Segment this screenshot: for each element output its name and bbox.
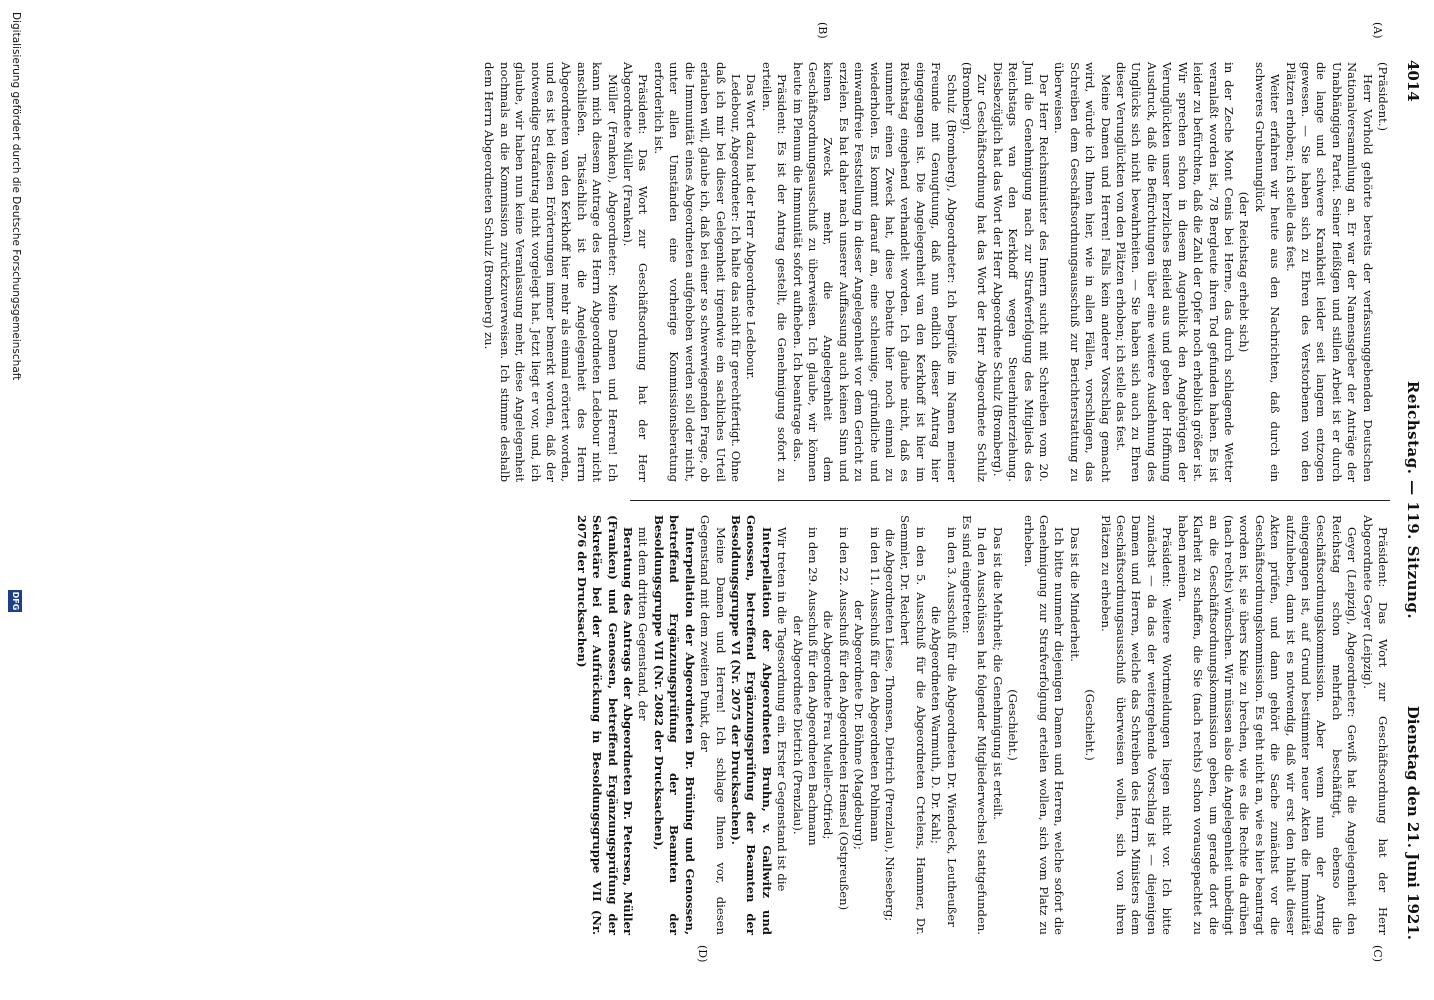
paragraph: Beratung des Antrags der Abgeordneten Dr. Petersen, Müller (Franken) und Genossen, betreffend Ergänzungsprüfung der Sekretäre bei der Aufrückung in Besoldungsgruppe VII (Nr. 2076 der Drucksachen) [574,515,636,935]
paragraph: (der Reichstag erhebt sich) [1237,191,1252,353]
page-header [1400,60,1426,940]
paragraph: mit dem dritten Gegenstand, der [636,527,651,721]
paragraph: (Geschieht.) [1006,689,1021,761]
paragraph: Das Wort dazu hat der Herr Abgeordnete Ledebour. [744,74,759,380]
column-divider [630,500,1390,501]
footer-text: Digitalisierung gefördert durch die Deutsche Forschungsgemeinschaft [10,12,22,381]
paragraph: Zur Geschäftsordnung hat das Wort der Herr Abgeordnete Schulz (Bromberg). [960,62,990,482]
paragraph: Herr Vorhold gehörte bereits der verfassunggebenden Deutschen Nationalversammlung an. Er war der Namensgeber der Anträge der Unabhängigen Partei. Seiner fleißigen und stillen Arbeit ist er durch die lange und schwere Krankheit leider seit langem entzogen gewesen. — Sie haben sich zu Ehren des Verstorbenen von den Plätzen erhoben; ich stelle das fest. [1283,62,1375,482]
paragraph: Präsident: Das Wort zur Geschäftsordnung hat der Herr Abgeordnete Müller (Franken). [621,62,651,482]
footer [4,0,24,1000]
paragraph: in den 22. Ausschuß für den Abgeordneten Hemsel (Ostpreußen) [836,527,851,911]
margin-marker-d: (D) [696,945,709,963]
paragraph: In den Ausschüssen hat folgender Mitgliederwechsel stattgefunden. Es sind eingetreten: [960,515,990,935]
paragraph: Müller (Franken), Abgeordneter: Meine Damen und Herren! Ich kann mich diesem Antrage des Herrn Abgeordneten Ledebour nicht anschließen. Tatsächlich ist die Angelegenheit des Herrn Abgeordneten van den Kerkhoff hier mehr als einmal erörtert worden, und es ist bei diesen Erörterungen immer bemerkt worden, daß der notwendige Strafantrag nicht vorgelegt hat. Jetzt liegt er vor, und, ich glaube, wir haben nun keine Veranlassung mehr, diese Angelegenheit nochmals an die Kommission zurückzuverweisen. Ich stimme deshalb dem Herrn Abgeordneten Schulz (Bromberg) zu. [482,62,620,482]
paragraph: Meine Damen und Herren! Falls kein anderer Vorschlag gemacht wird, würde ich Ihnen hier, wie in allen Fällen, vorschlagen, das Schreiben dem Geschäftsordnungsausschuß zur Berichterstattung zu überweisen. [1052,62,1113,482]
dfg-logo-icon: DFG [8,590,22,612]
paragraph: in den 29. Ausschuß für den Abgeordneten Bachmann [805,527,820,846]
paragraph: Ledebour, Abgeordneter: Ich halte das nicht für gerechtfertigt. Ohne daß ich mir bei dieser Gelegenheit irgendwie ein sachliches Urteil erlauben will, glaube ich, daß bei einer so schwerwiegenden Frage, ob die Immunität eines Abgeordneten aufgehoben werden soll oder nicht, unter allen Umständen eine vorherige Kommissionsberatung erforderlich ist. [651,62,743,482]
paragraph: in den 3. Ausschuß für die Abgeordneten Dr. Wiendeck, Leutheußer [944,527,959,927]
paragraph: Geyer (Leipzig), Abgeordneter: Gewiß hat die Angelegenheit den Reichstag schon mehrfach beschäftigt, ebenso die Geschäftsordnungskommission. Aber wenn nun der Antrag eingegangen ist, auf Grund bestimmter neuer Akten die Immunität aufzuheben, dann ist es notwendig, daß wir erst den Inhalt dieser Akten prüfen, und dann gehört die Sache zunächst vor die Geschäftsordnungskommission. Es geht nicht an, wie es hier beantragt worden ist, sie übers Knie zu brechen, wie es die Rechte da drüben (nach rechts) wünschen. Wir müssen also die Angelegenheit unbedingt an die Geschäftsordnungskommission geben, um gerade dort die Klarheit zu schaffen, die Sie (nach rechts) schon vorausgepachtet zu haben meinen. [1175,515,1360,935]
paragraph: Das ist die Minderheit. [1067,527,1082,662]
paragraph: Interpellation der Abgeordneten Bruhn, v. Gallwitz und Genossen, betreffend Ergänzungsprüfung der Beamten der Besoldungsgruppe VI (Nr. 2075 der Drucksachen). [728,515,774,935]
paragraph: Schulz (Bromberg), Abgeordneter: Ich begrüße im Namen meiner Freunde mit Genugtuung, daß nun endlich dieser Antrag hier eingegangen ist. Die Angelegenheit van den Kerkhoff ist hier im Reichstag eingehend verhandelt worden. Ich glaube nicht, daß es nunmehr einen Zweck hat, diese Debatte hier noch einmal zu wiederholen. Es kommt darauf an, eine schleunige, gründliche und einwandfreie Feststellung in dieser Angelegenheit vor dem Gericht zu erzielen. Es hat daher nach unserer Auffassung auch keinen Sinn und keinen Zweck mehr, die Angelegenheit dem Geschäftsordnungsausschuß zu überweisen. Ich glaube, wir können heute im Plenum die Immunität sofort aufheben. Ich beantrage das. [790,62,959,482]
paragraph: der Abgeordnete Dietrich (Prenzlau). [790,615,805,835]
paragraph: die Abgeordnete Frau Mueller-Otfried; [821,610,836,840]
paragraph: Der Herr Reichsminister des Innern sucht mit Schreiben vom 20. Juni die Genehmigung nach zur Strafverfolgung des Mitglieds des Reichstags van den Kerkhoff wegen Steuerhinterziehung. Diesbezüglich hat das Wort der Herr Abgeordnete Schulz (Bromberg). [990,62,1052,482]
paragraph: Präsident: Das Wort zur Geschäftsordnung hat der Herr Abgeordnete Geyer (Leipzig). [1360,515,1390,935]
paragraph: Präsident: Es ist der Antrag gestellt, die Genehmigung sofort zu erteilen. [759,62,790,482]
paragraph: in der Zeche Mont Cenis bei Herne, das durch schlagende Wetter veranlaßt worden ist, 78 Bergleute ihren Tod gefunden haben. Es ist leider zu befürchten, daß die Zahl der Opfer noch erheblich größer ist. Wir sprechen schon in diesem Augenblick den Angehörigen der Verunglückten unser herzliches Beileid aus und geben der Hoffnung Ausdruck, daß die Befürchtungen über eine weitere Ausdehnung des Unglücks sich nicht bewahrheiten. — Sie haben sich auch zu Ehren dieser Verunglückten von den Plätzen erhoben; ich stelle das fest. [1114,62,1236,482]
paragraph: (Präsident.) [1376,62,1390,132]
paragraph: in den 5. Ausschuß für die Abgeordneten Crtelens, Hammer, Dr. Semmler, Dr. Reichert [898,515,928,935]
page-number: 4014 [1404,60,1422,102]
paragraph: (Geschieht.) [1083,689,1098,761]
paragraph: Meine Damen und Herren! Ich schlage Ihnen vor, diesen Gegenstand mit dem zweiten Punkt, der [698,515,728,935]
right-column [573,515,1390,935]
paragraph: Weiter erfahren wir heute aus den Nachrichten, daß durch ein schweres Grubenunglück [1252,62,1283,482]
left-column [481,62,1390,482]
paragraph: Präsident: Weitere Wortmeldungen liegen nicht vor. Ich bitte zunächst — da das der weitergehende Vorschlag ist — diejenigen Damen und Herren, welche das Schreiben des Herrn Ministers dem Geschäftsordnungsausschuß überweisen wollen, sich von ihren Plätzen zu erheben. [1098,515,1175,935]
paragraph: Wir treten in die Tagesordnung ein. Erster Gegenstand ist die [775,527,790,892]
paragraph: Ich bitte nunmehr diejenigen Damen und Herren, welche sofort die Genehmigung zur Strafverfolgung erteilen wollen, sich vom Platz zu erheben. [1021,515,1067,935]
paragraph: Interpellation der Abgeordneten Dr. Brüning und Genossen, betreffend Ergänzungsprüfung der Beamten der Besoldungsgruppe VII (Nr. 2082 der Drucksachen), [651,515,697,935]
paragraph: die Abgeordneten Liese, Thomsen, Dietrich (Prenzlau), Nieseberg; [883,528,897,922]
margin-marker-a: (A) [1371,22,1384,39]
paragraph: der Abgeordnete Dr. Böhme (Magdeburg); [852,600,867,850]
paragraph: die Abgeordneten Warmuth, D. Dr. Kahl; [929,606,944,844]
margin-marker-c: (C) [1371,945,1384,962]
page-title: Reichstag. — 119. Sitzung. [1404,380,1422,620]
margin-marker-b: (B) [816,22,829,39]
paragraph: in den 11. Ausschuß für den Abgeordneten Pohlmann [867,527,882,842]
page-date: Dienstag den 21. Juni 1921. [1404,705,1422,940]
paragraph: Das ist die Mehrheit; die Genehmigung ist erteilt. [990,527,1005,820]
